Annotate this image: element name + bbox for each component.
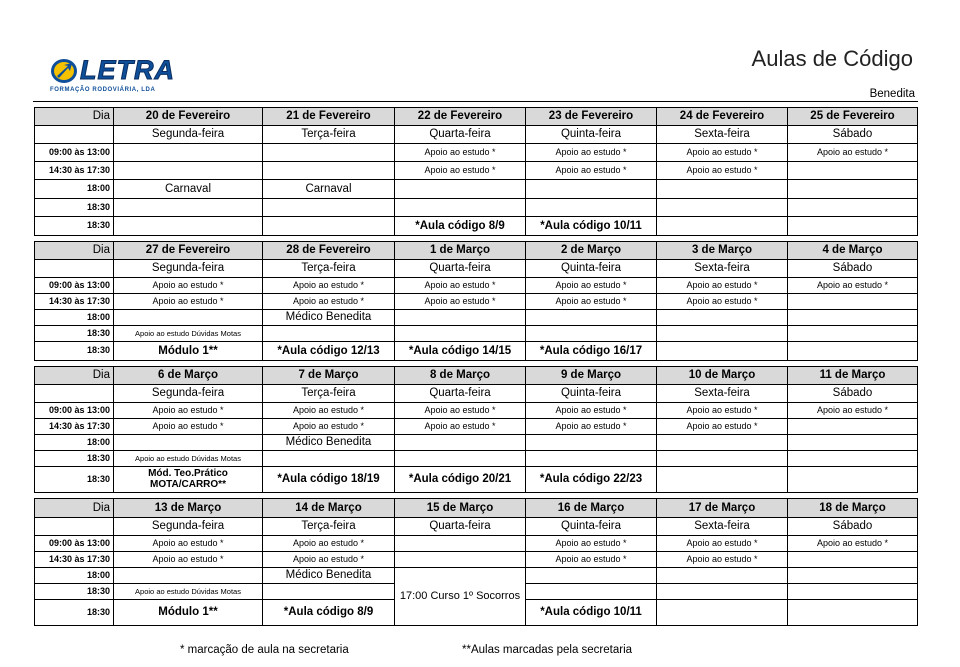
schedule-entry: Apoio ao estudo * xyxy=(263,278,395,294)
slot-label: 18:30 xyxy=(35,199,114,217)
empty-cell xyxy=(788,419,918,435)
empty-cell xyxy=(114,435,263,451)
letra-logo xyxy=(50,55,190,98)
schedule-entry: Apoio ao estudo * xyxy=(526,419,657,435)
schedule-entry: Apoio ao estudo * xyxy=(114,403,263,419)
schedule-entry: Apoio ao estudo * xyxy=(263,403,395,419)
schedule-entry: Apoio ao estudo * xyxy=(788,144,918,162)
empty-cell xyxy=(526,451,657,467)
slot-label: 18:30 xyxy=(35,217,114,236)
week-table-4 xyxy=(34,498,918,626)
date-cell: 23 de Fevereiro xyxy=(526,108,657,126)
schedule-entry: *Aula código 16/17 xyxy=(526,342,657,361)
schedule-entry: Apoio ao estudo * xyxy=(657,278,788,294)
empty-cell xyxy=(788,199,918,217)
empty-cell xyxy=(114,144,263,162)
empty-cell xyxy=(526,326,657,342)
schedule-entry: Módulo 1** xyxy=(114,600,263,626)
weekday-cell: Quinta-feira xyxy=(526,385,657,403)
date-cell: 6 de Março xyxy=(114,367,263,385)
empty-cell xyxy=(526,568,657,584)
empty-cell xyxy=(788,326,918,342)
empty-cell xyxy=(35,260,114,278)
schedule-entry xyxy=(657,217,788,236)
day-label: Dia xyxy=(35,242,114,260)
mod-teo-line2: MOTA/CARRO** xyxy=(150,478,226,490)
empty-cell xyxy=(657,326,788,342)
schedule-entry: Apoio ao estudo * xyxy=(657,162,788,180)
date-cell: 2 de Março xyxy=(526,242,657,260)
slot-label: 18:00 xyxy=(35,180,114,199)
schedule-entry: Apoio ao estudo * xyxy=(788,403,918,419)
slot-label: 18:30 xyxy=(35,326,114,342)
weekday-cell: Quinta-feira xyxy=(526,260,657,278)
slot-label: 14:30 às 17:30 xyxy=(35,552,114,568)
date-cell: 16 de Março xyxy=(526,499,657,518)
schedule-entry: *Aula código 10/11 xyxy=(526,600,657,626)
schedule-entry: Médico Benedita xyxy=(263,568,395,584)
slot-label: 18:30 xyxy=(35,342,114,361)
schedule-entry: Apoio ao estudo * xyxy=(395,403,526,419)
schedule-entry: *Aula código 22/23 xyxy=(526,467,657,493)
weekday-cell: Segunda-feira xyxy=(114,126,263,144)
date-cell: 25 de Fevereiro xyxy=(788,108,918,126)
weekday-row xyxy=(35,385,918,403)
slot-label: 14:30 às 17:30 xyxy=(35,294,114,310)
slot-row-1800 xyxy=(35,310,918,326)
empty-cell xyxy=(395,451,526,467)
location-label: Benedita xyxy=(869,88,915,100)
week-table-2 xyxy=(34,241,918,361)
slot-row-afternoon xyxy=(35,294,918,310)
weekday-cell: Terça-feira xyxy=(263,126,395,144)
schedule-entry xyxy=(657,600,788,626)
slot-label: 09:00 às 13:00 xyxy=(35,403,114,419)
schedule-entry: *Aula código 10/11 xyxy=(526,217,657,236)
weekday-cell: Terça-feira xyxy=(263,385,395,403)
date-cell: 3 de Março xyxy=(657,242,788,260)
slot-row-morning xyxy=(35,144,918,162)
slot-label: 18:30 xyxy=(35,600,114,626)
slot-label: 18:00 xyxy=(35,568,114,584)
weekday-row xyxy=(35,260,918,278)
slot-row-afternoon xyxy=(35,162,918,180)
weekday-cell: Quarta-feira xyxy=(395,126,526,144)
date-cell: 1 de Março xyxy=(395,242,526,260)
schedule-entry: Apoio ao estudo Dúvidas Motas xyxy=(114,326,263,342)
date-cell: 9 de Março xyxy=(526,367,657,385)
schedule-entry xyxy=(657,342,788,361)
slot-row-1800 xyxy=(35,435,918,451)
empty-cell xyxy=(263,584,395,600)
schedule-entry: Apoio ao estudo * xyxy=(526,162,657,180)
weekday-row xyxy=(35,518,918,536)
weekday-row xyxy=(35,126,918,144)
footer-note-2: **Aulas marcadas pela secretaria xyxy=(462,644,633,656)
date-cell: 28 de Fevereiro xyxy=(263,242,395,260)
date-cell: 8 de Março xyxy=(395,367,526,385)
logo-text: LETRA xyxy=(80,55,175,85)
empty-cell xyxy=(395,326,526,342)
slot-label: 18:00 xyxy=(35,435,114,451)
date-cell: 21 de Fevereiro xyxy=(263,108,395,126)
schedule-entry: Apoio ao estudo * xyxy=(114,419,263,435)
slot-label: 18:00 xyxy=(35,310,114,326)
weekday-cell: Quarta-feira xyxy=(395,385,526,403)
empty-cell xyxy=(657,310,788,326)
schedule-entry xyxy=(114,217,263,236)
date-cell: 17 de Março xyxy=(657,499,788,518)
weekday-cell: Segunda-feira xyxy=(114,385,263,403)
slot-row-1830a xyxy=(35,199,918,217)
empty-cell xyxy=(657,584,788,600)
schedule-entry: Carnaval xyxy=(114,180,263,199)
schedule-entry: Apoio ao estudo * xyxy=(395,162,526,180)
empty-cell xyxy=(788,435,918,451)
empty-cell xyxy=(395,199,526,217)
schedule-entry xyxy=(788,342,918,361)
schedule-entry: Apoio ao estudo * xyxy=(788,278,918,294)
weekday-cell: Sábado xyxy=(788,518,918,536)
slot-label: 09:00 às 13:00 xyxy=(35,144,114,162)
schedule-entry xyxy=(263,217,395,236)
slot-row-1830b xyxy=(35,217,918,236)
weekday-cell: Sábado xyxy=(788,385,918,403)
schedule-entry: Apoio ao estudo * xyxy=(526,144,657,162)
empty-cell xyxy=(263,162,395,180)
empty-cell xyxy=(395,435,526,451)
schedule-entry: Apoio ao estudo * xyxy=(657,144,788,162)
empty-cell xyxy=(526,199,657,217)
logo-subtext: FORMAÇÃO RODOVIÁRIA, LDA xyxy=(50,87,156,93)
slot-row-1830a xyxy=(35,326,918,342)
empty-cell xyxy=(526,435,657,451)
schedule-entry xyxy=(788,217,918,236)
date-row xyxy=(35,367,918,385)
schedule-entry: Apoio ao estudo * xyxy=(788,536,918,552)
schedule-entry: Apoio ao estudo Dúvidas Motas xyxy=(114,451,263,467)
schedule-entry: Apoio ao estudo * xyxy=(526,552,657,568)
schedule-entry: *Aula código 8/9 xyxy=(395,217,526,236)
schedule-entry: Apoio ao estudo * xyxy=(114,552,263,568)
schedule-entry: Apoio ao estudo * xyxy=(526,278,657,294)
empty-cell xyxy=(657,435,788,451)
schedule-entry: Apoio ao estudo * xyxy=(657,552,788,568)
slot-row-morning xyxy=(35,278,918,294)
weekday-cell: Sábado xyxy=(788,126,918,144)
empty-cell xyxy=(395,552,526,568)
date-cell: 22 de Fevereiro xyxy=(395,108,526,126)
schedule-entry: Apoio ao estudo * xyxy=(395,419,526,435)
header-divider xyxy=(33,101,918,102)
slot-row-1830a xyxy=(35,451,918,467)
schedule-entry: Apoio ao estudo * xyxy=(395,278,526,294)
empty-cell xyxy=(263,451,395,467)
schedule-entry: Apoio ao estudo Dúvidas Motas xyxy=(114,584,263,600)
weekday-cell: Sexta-feira xyxy=(657,518,788,536)
date-cell: 27 de Fevereiro xyxy=(114,242,263,260)
slot-row-1830b xyxy=(35,342,918,361)
empty-cell xyxy=(114,199,263,217)
weekday-cell: Sexta-feira xyxy=(657,385,788,403)
empty-cell xyxy=(788,568,918,584)
empty-cell xyxy=(788,584,918,600)
schedule-entry: Apoio ao estudo * xyxy=(263,536,395,552)
weekday-cell: Quinta-feira xyxy=(526,518,657,536)
date-cell: 4 de Março xyxy=(788,242,918,260)
empty-cell xyxy=(657,451,788,467)
schedule-entry: Módulo 1** xyxy=(114,342,263,361)
schedule-entry: *Aula código 12/13 xyxy=(263,342,395,361)
schedule-entry: Apoio ao estudo * xyxy=(263,294,395,310)
footer-note-1: * marcação de aula na secretaria xyxy=(180,644,349,656)
schedule-entry: Apoio ao estudo * xyxy=(395,294,526,310)
arrow-logo-icon xyxy=(50,58,80,86)
slot-label: 14:30 às 17:30 xyxy=(35,162,114,180)
date-cell: 20 de Fevereiro xyxy=(114,108,263,126)
slot-row-morning xyxy=(35,536,918,552)
weekday-cell: Quinta-feira xyxy=(526,126,657,144)
date-cell: 14 de Março xyxy=(263,499,395,518)
date-cell: 24 de Fevereiro xyxy=(657,108,788,126)
weekday-cell: Sábado xyxy=(788,260,918,278)
date-row xyxy=(35,108,918,126)
schedule-entry: Apoio ao estudo * xyxy=(114,536,263,552)
date-row xyxy=(35,242,918,260)
empty-cell xyxy=(35,518,114,536)
week-table-1 xyxy=(34,107,918,236)
schedule-entry: *Aula código 18/19 xyxy=(263,467,395,493)
schedule-entry xyxy=(657,467,788,493)
date-cell: 18 de Março xyxy=(788,499,918,518)
slot-label: 18:30 xyxy=(35,451,114,467)
empty-cell xyxy=(395,536,526,552)
slot-row-morning xyxy=(35,403,918,419)
schedule-entry xyxy=(788,467,918,493)
day-label: Dia xyxy=(35,108,114,126)
schedule-entry: Apoio ao estudo * xyxy=(114,278,263,294)
slot-row-1800 xyxy=(35,568,918,584)
slot-row-1830b xyxy=(35,467,918,493)
week-table-3 xyxy=(34,366,918,493)
schedule-entry: Apoio ao estudo * xyxy=(526,536,657,552)
schedule-entry xyxy=(788,600,918,626)
weekday-cell: Segunda-feira xyxy=(114,260,263,278)
empty-cell xyxy=(788,552,918,568)
empty-cell xyxy=(114,568,263,584)
empty-cell xyxy=(35,126,114,144)
empty-cell xyxy=(788,294,918,310)
first-aid-course-entry: 17:00 Curso 1º Socorros xyxy=(395,568,526,626)
date-row xyxy=(35,499,918,518)
schedule-entry: Carnaval xyxy=(263,180,395,199)
empty-cell xyxy=(526,180,657,199)
slot-label: 18:30 xyxy=(35,584,114,600)
slot-label: 09:00 às 13:00 xyxy=(35,278,114,294)
schedule-entry: Apoio ao estudo * xyxy=(526,294,657,310)
empty-cell xyxy=(788,180,918,199)
date-cell: 10 de Março xyxy=(657,367,788,385)
empty-cell xyxy=(35,385,114,403)
empty-cell xyxy=(657,568,788,584)
schedule-entry xyxy=(114,467,263,493)
schedule-entry: Apoio ao estudo * xyxy=(395,144,526,162)
schedule-entry: Apoio ao estudo * xyxy=(263,552,395,568)
empty-cell xyxy=(263,199,395,217)
empty-cell xyxy=(657,180,788,199)
schedule-entry: Médico Benedita xyxy=(263,435,395,451)
empty-cell xyxy=(114,310,263,326)
weekday-cell: Terça-feira xyxy=(263,518,395,536)
weekday-cell: Quarta-feira xyxy=(395,518,526,536)
schedule-entry: Apoio ao estudo * xyxy=(114,294,263,310)
schedule-entry: Médico Benedita xyxy=(263,310,395,326)
weekday-cell: Segunda-feira xyxy=(114,518,263,536)
empty-cell xyxy=(395,180,526,199)
empty-cell xyxy=(395,310,526,326)
slot-label: 18:30 xyxy=(35,467,114,493)
day-label: Dia xyxy=(35,499,114,518)
empty-cell xyxy=(526,584,657,600)
slot-label: 14:30 às 17:30 xyxy=(35,419,114,435)
slot-row-afternoon xyxy=(35,552,918,568)
mod-teo-line1: Mód. Teo.Prático xyxy=(148,468,228,479)
slot-row-afternoon xyxy=(35,419,918,435)
date-cell: 15 de Março xyxy=(395,499,526,518)
date-cell: 7 de Março xyxy=(263,367,395,385)
schedule-entry: Apoio ao estudo * xyxy=(657,403,788,419)
empty-cell xyxy=(263,144,395,162)
slot-row-1800 xyxy=(35,180,918,199)
schedule-entry: Apoio ao estudo * xyxy=(526,403,657,419)
weekday-cell: Sexta-feira xyxy=(657,126,788,144)
date-cell: 11 de Março xyxy=(788,367,918,385)
weekday-cell: Sexta-feira xyxy=(657,260,788,278)
weekday-cell: Terça-feira xyxy=(263,260,395,278)
day-label: Dia xyxy=(35,367,114,385)
page-title: Aulas de Código xyxy=(751,46,913,71)
schedule-entry: Apoio ao estudo * xyxy=(657,419,788,435)
schedule-entry: *Aula código 14/15 xyxy=(395,342,526,361)
schedule-entry: Apoio ao estudo * xyxy=(263,419,395,435)
empty-cell xyxy=(788,162,918,180)
schedule-entry: *Aula código 8/9 xyxy=(263,600,395,626)
schedule-entry: Apoio ao estudo * xyxy=(657,294,788,310)
empty-cell xyxy=(788,451,918,467)
date-cell: 13 de Março xyxy=(114,499,263,518)
weekday-cell: Quarta-feira xyxy=(395,260,526,278)
schedule-entry: Apoio ao estudo * xyxy=(657,536,788,552)
empty-cell xyxy=(114,162,263,180)
empty-cell xyxy=(263,326,395,342)
empty-cell xyxy=(657,199,788,217)
empty-cell xyxy=(526,310,657,326)
schedule-entry: *Aula código 20/21 xyxy=(395,467,526,493)
slot-label: 09:00 às 13:00 xyxy=(35,536,114,552)
empty-cell xyxy=(788,310,918,326)
